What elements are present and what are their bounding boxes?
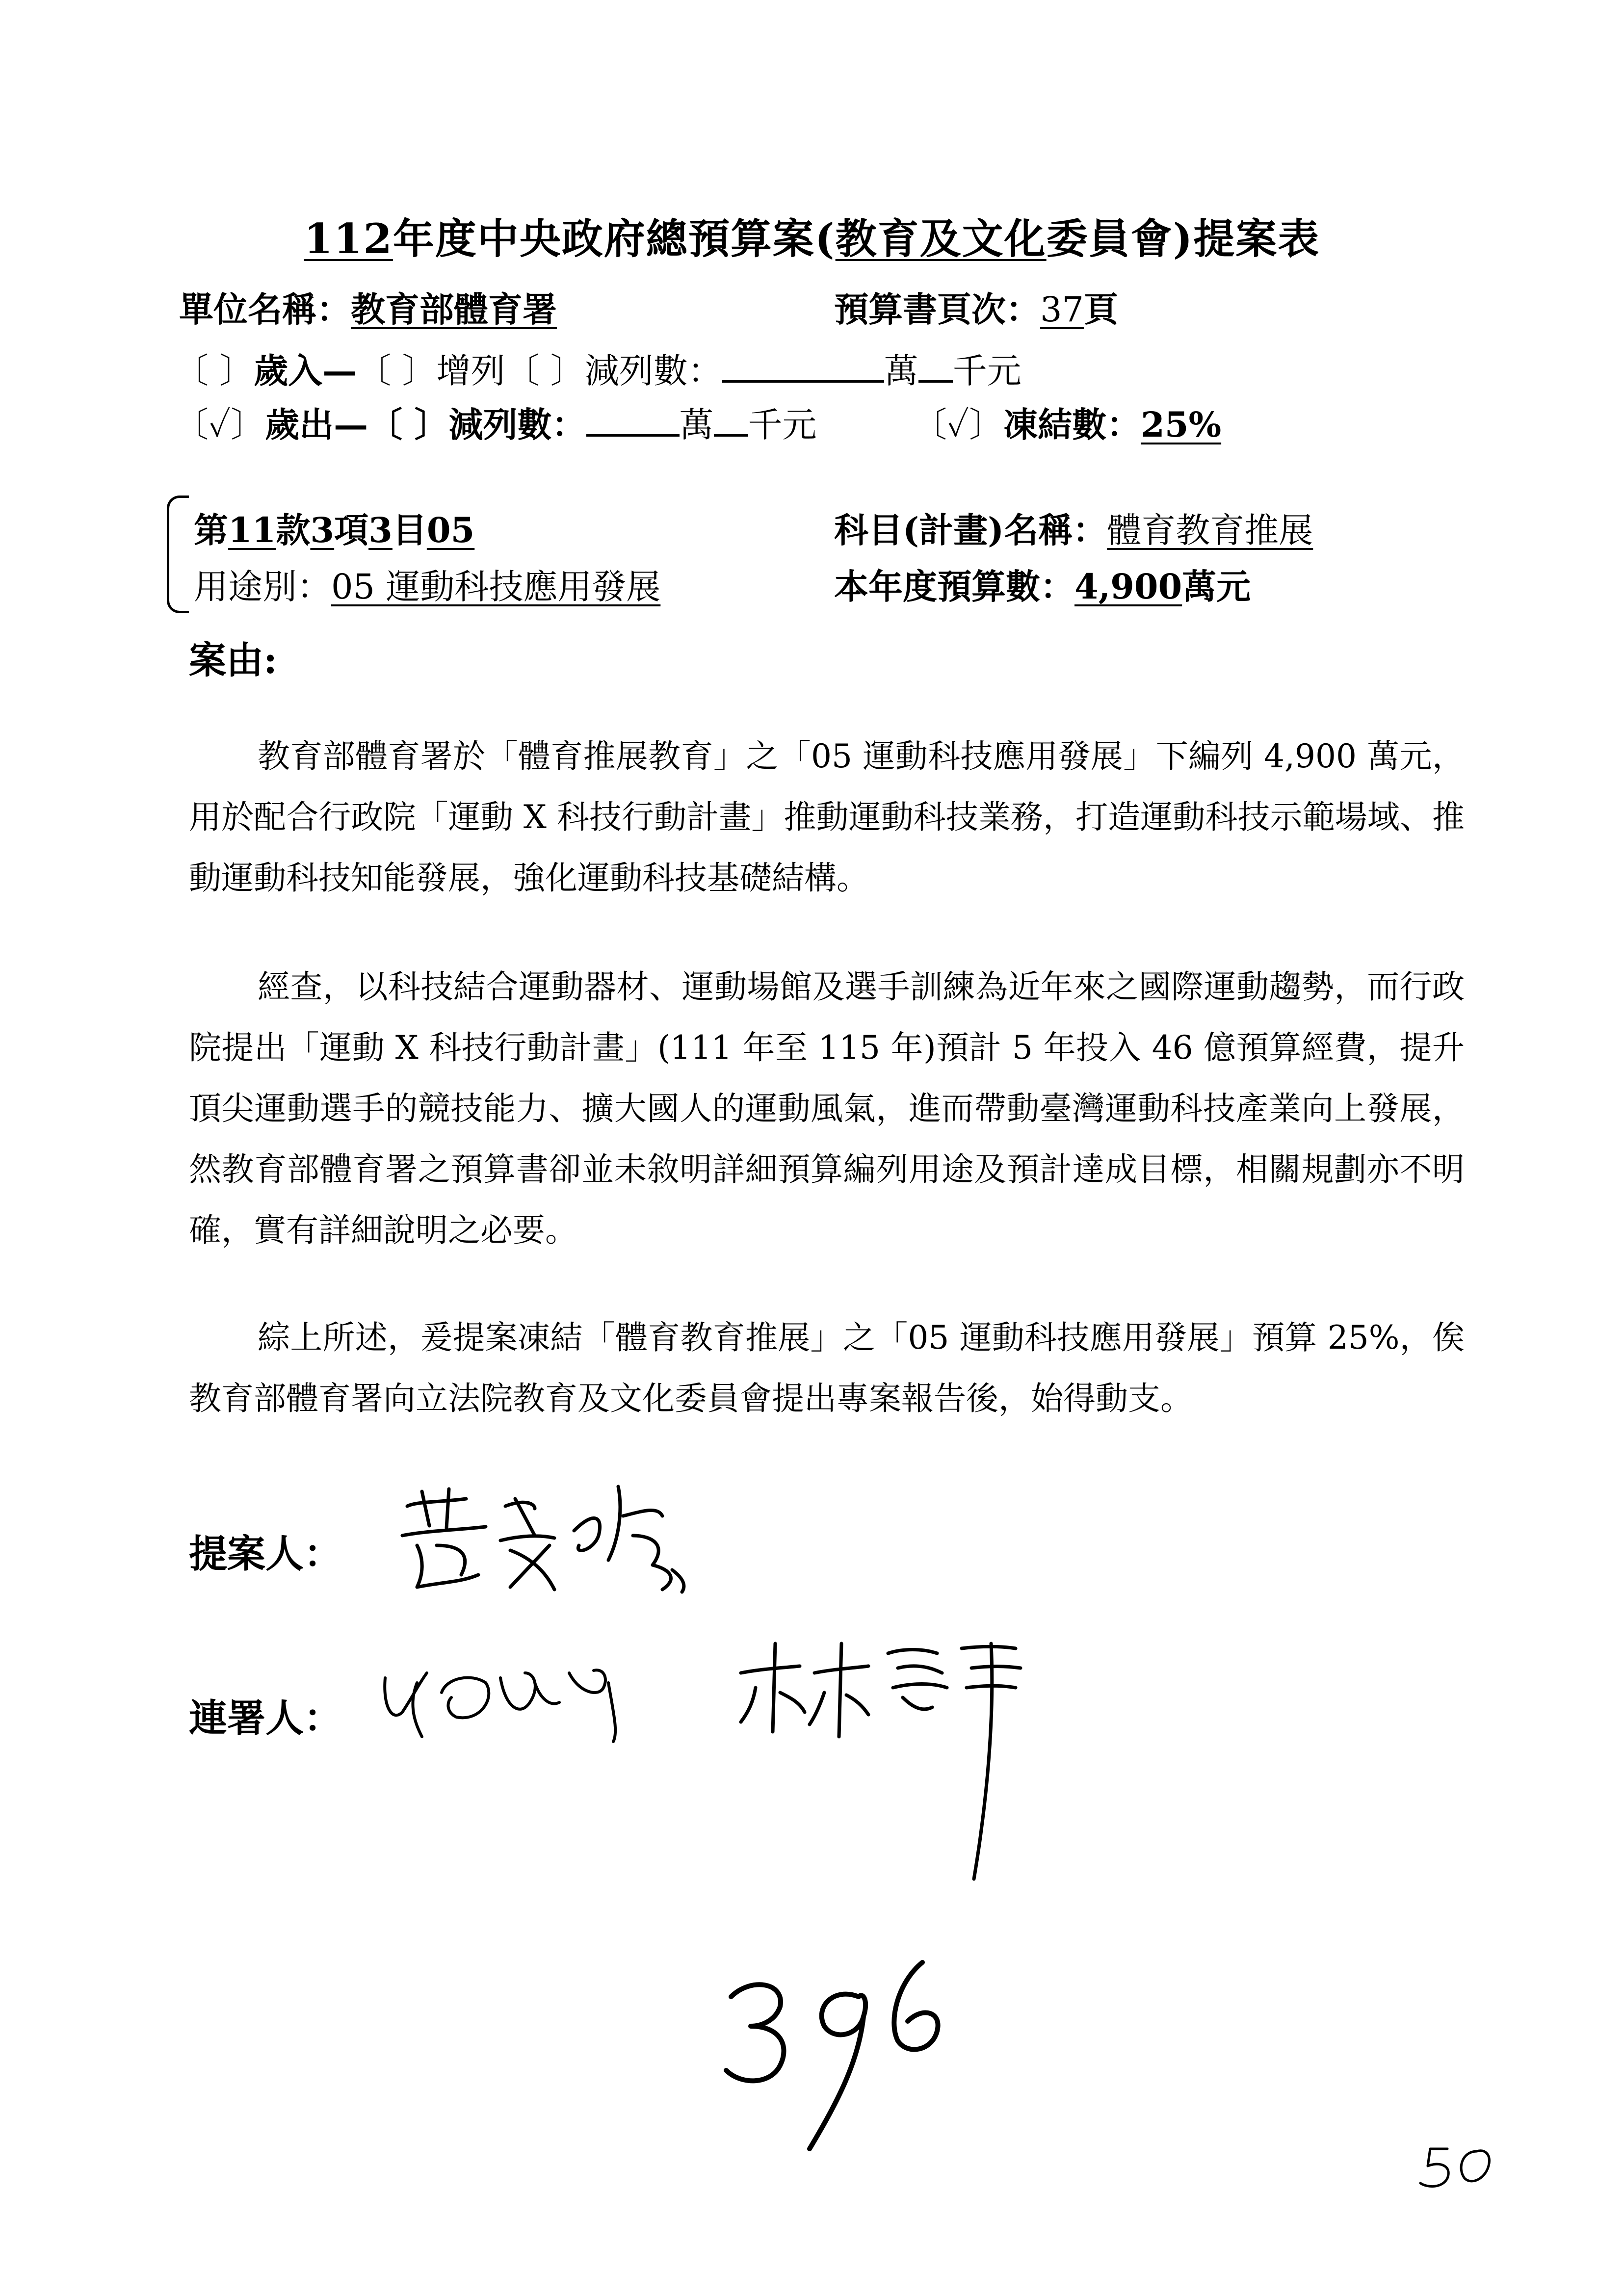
handwritten-page-number (711, 1943, 967, 2154)
budget-page-row (834, 282, 1118, 332)
budget-page-suffix: 頁 (1084, 289, 1119, 330)
title-committee: 教育及文化 (835, 214, 1047, 263)
kuan-prefix: 第 (194, 510, 228, 550)
usage-value: 05 運動科技應用發展 (331, 567, 661, 607)
budget-page-value: 37 (1040, 289, 1084, 330)
cosigner-label: 連署人： (189, 1696, 342, 1741)
paragraph-2: 經查，以科技結合運動器材、運動場館及選手訓練為近年來之國際運動趨勢，而行政院提出「運動 X 科技行動計畫」(111 年至 115 年)預計 5 年投入 46 億預算經費，提升頂尖運動選手的競技能力、擴大國人的運動風氣，進而帶動臺灣運動科技產業向上發展，然教育部體育署之預算書卻並未敘明詳細預算編列用途及預計達成目標，相關規劃亦不明確，實有詳細說明之必要。 (189, 968, 1465, 1249)
xiang-value: 3 (310, 510, 335, 550)
expenditure-checkbox: 〔✓〕 (174, 405, 265, 445)
usage-label: 用途別： (194, 567, 331, 607)
budget-page-label: 預算書頁次： (834, 289, 1040, 330)
unit-label: 單位名稱： (179, 289, 351, 330)
mu-label: 目 (392, 510, 427, 550)
proposer-signature (388, 1472, 692, 1599)
title-mid: 年度中央政府總預算案( (393, 214, 836, 263)
freeze-checkbox: 〔✓〕 (913, 405, 1004, 445)
revenue-blank-wan (722, 350, 884, 383)
freeze-row (913, 397, 1221, 447)
subject-value: 體育教育推展 (1107, 510, 1313, 550)
revenue-label: 歲入— (254, 350, 357, 391)
item-bracket (167, 496, 189, 613)
subject-row (834, 503, 1313, 552)
unit-value: 教育部體育署 (351, 289, 557, 330)
subject-label: 科目(計畫)名稱： (834, 510, 1107, 550)
amount-value: 4,900 (1074, 566, 1182, 607)
amount-label: 本年度預算數： (834, 566, 1074, 607)
expenditure-wan: 萬 (679, 405, 714, 445)
amount-row (834, 559, 1251, 609)
revenue-qian: 千元 (952, 351, 1022, 391)
cosigner-signature-2 (726, 1634, 1030, 1889)
form-title (0, 206, 1624, 265)
revenue-line (174, 343, 1022, 393)
title-end: 委員會)提案表 (1046, 214, 1320, 263)
expenditure-qian: 千元 (748, 405, 817, 445)
cosigner-signature-1 (373, 1653, 692, 1747)
paragraph-3: 綜上所述，爰提案凍結「體育教育推展」之「05 運動科技應用發展」預算 25%，俟教育部體育署向立法院教育及文化委員會提出專案報告後，始得動支。 (189, 1319, 1465, 1417)
item-code-row (194, 503, 474, 552)
reason-heading: 案由: (189, 638, 278, 682)
kuan-label: 款 (276, 510, 311, 550)
revenue-checkbox: 〔 〕 (174, 351, 254, 391)
revenue-blank-qian (918, 350, 953, 383)
expenditure-label: 歲出— (265, 404, 368, 445)
expenditure-blank-qian (714, 404, 748, 437)
amount-unit: 萬元 (1182, 566, 1251, 607)
xiang-label: 項 (334, 510, 369, 550)
mu-value: 3 (368, 510, 393, 550)
revenue-increase: 〔 〕增列 (357, 351, 505, 391)
jie-value: 05 (426, 510, 475, 550)
kuan-value: 11 (228, 510, 276, 550)
proposer-label: 提案人： (189, 1532, 342, 1576)
revenue-decrease: 〔 〕減列數： (505, 351, 722, 391)
freeze-value: 25% (1141, 404, 1222, 445)
freeze-label: 凍結數： (1003, 404, 1141, 445)
expenditure-line (174, 397, 817, 447)
expenditure-blank-wan (586, 404, 680, 437)
unit-row (179, 282, 557, 332)
revenue-wan: 萬 (884, 351, 918, 391)
handwritten-corner-number (1418, 2139, 1501, 2193)
title-year: 112 (304, 214, 393, 263)
expenditure-decrease: 〔 〕減列數： (368, 404, 586, 445)
paragraph-1: 教育部體育署於「體育推展教育」之「05 運動科技應用發展」下編列 4,900 萬元，用於配合行政院「運動 X 科技行動計畫」推動運動科技業務，打造運動科技示範場域、推動運動科技知能發展，強化運動科技基礎結構。 (189, 737, 1465, 897)
usage-row (194, 559, 660, 609)
